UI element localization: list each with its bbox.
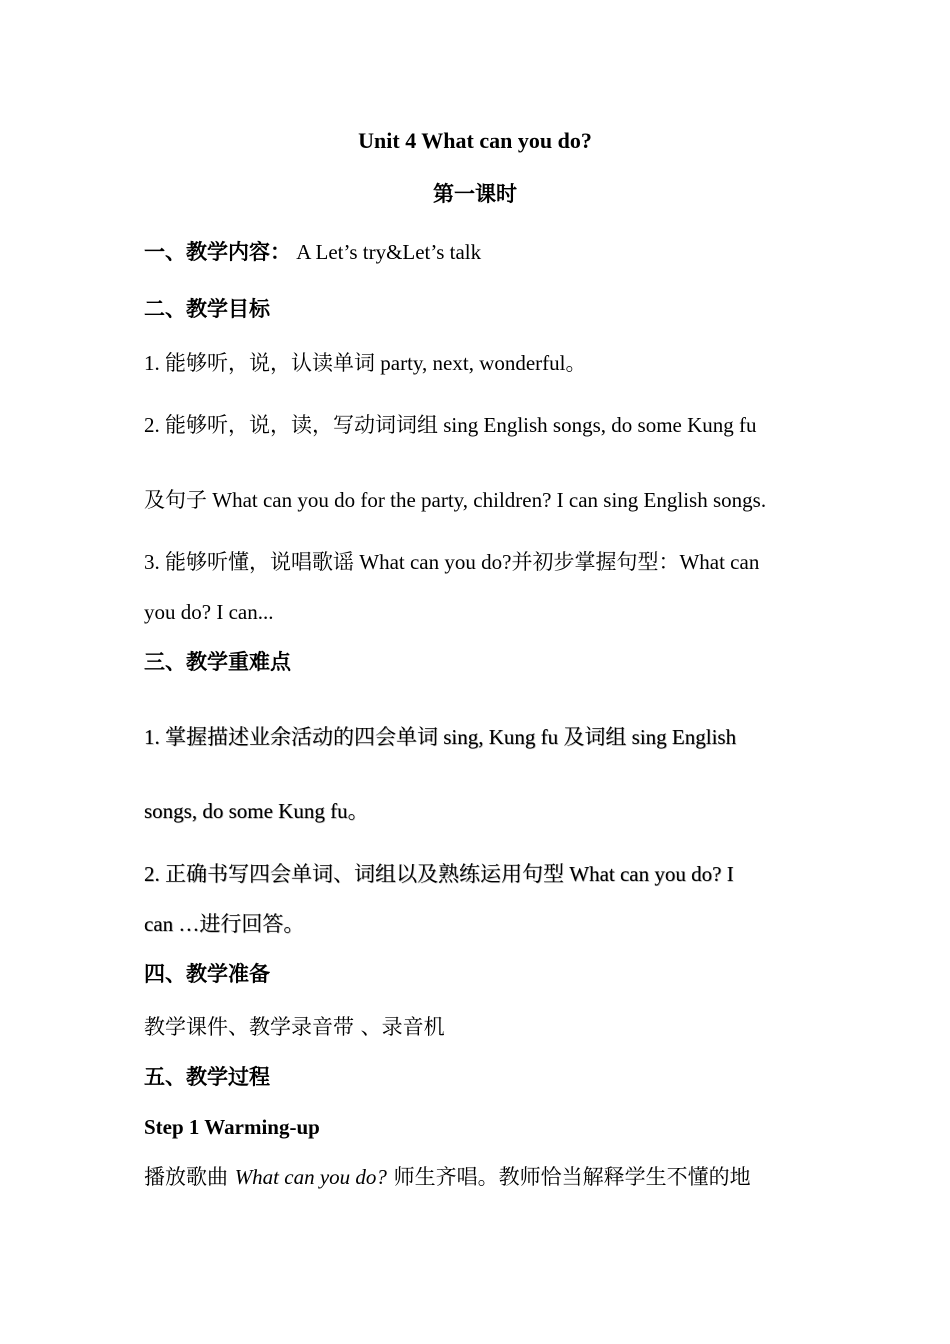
- section-1: [144, 238, 481, 266]
- lesson-subtitle: 第一课时: [433, 182, 517, 206]
- step-1-cn2: 师生齐唱。教师恰当解释学生不懂的地: [386, 1165, 751, 1189]
- step-1-cn1: 播放歌曲: [144, 1165, 235, 1189]
- goal-item-3-cont: you do? I can...: [144, 600, 274, 624]
- goal-1-end: 。: [565, 351, 587, 375]
- key-1-end: 。: [347, 799, 369, 823]
- key-1-line2: songs, do some Kung fu: [144, 799, 348, 823]
- key-2-line2-en: can …: [144, 912, 200, 936]
- key-2-cn: 正确书写四会单词、词组以及熟练运用句型: [165, 862, 564, 886]
- key-2-num: 2.: [144, 862, 165, 886]
- goal-2-en: sing English songs, do some Kung fu: [438, 413, 757, 437]
- step-1-heading: Step 1 Warming-up: [144, 1115, 320, 1139]
- goal-1-en: party, next, wonderful: [375, 351, 566, 375]
- key-1-cn: 掌握描述业余活动的四会单词: [165, 725, 438, 749]
- key-item-1-cont: [144, 797, 369, 825]
- goal-2-en2: What can you do for the party, children? I can sing English songs.: [207, 488, 767, 512]
- goal-item-2-cont: [144, 486, 766, 514]
- key-1-num: 1.: [144, 725, 165, 749]
- goal-1-num: 1.: [144, 351, 165, 375]
- goal-item-1: [144, 349, 587, 377]
- goal-1-cn: 能够听，说，认读单词: [165, 351, 375, 375]
- key-1-en: sing, Kung fu: [438, 725, 564, 749]
- section-5-label: 五、教学过程: [144, 1065, 270, 1089]
- section-3-label: 三、教学重难点: [144, 650, 291, 674]
- key-1-en2: sing English: [626, 725, 737, 749]
- goal-2-num: 2.: [144, 413, 165, 437]
- section-2-label: 二、教学目标: [144, 297, 270, 321]
- goal-2-cn: 能够听，说，读，写动词词组: [165, 413, 438, 437]
- goal-3-cn: 能够听懂，说唱歌谣: [165, 550, 354, 574]
- section-4-content: 教学课件、教学录音带 、录音机: [144, 1015, 445, 1039]
- goal-3-en2: What can: [679, 550, 760, 574]
- key-item-1: [144, 723, 736, 751]
- goal-2-cn2: 及句子: [144, 488, 207, 512]
- goal-3-num: 3.: [144, 550, 165, 574]
- key-1-cn2: 及词组: [563, 725, 627, 749]
- section-4-label: 四、教学准备: [144, 962, 270, 986]
- step-1-paragraph: [144, 1163, 751, 1191]
- key-2-en: What can you do? I: [564, 862, 734, 886]
- section-1-label: 一、教学内容：: [144, 240, 291, 264]
- goal-item-2: [144, 411, 757, 439]
- goal-3-cn2: 并初步掌握句型：: [511, 550, 680, 574]
- key-item-2: [144, 860, 734, 888]
- key-item-2-cont: [144, 910, 304, 938]
- step-1-song-title: What can you do?: [234, 1165, 387, 1189]
- section-1-content: A Let’s try&Let’s talk: [296, 240, 482, 264]
- goal-3-en: What can you do?: [354, 550, 512, 574]
- key-2-line2-cn: 进行回答。: [199, 912, 305, 936]
- goal-item-3: [144, 548, 759, 576]
- page-title: Unit 4 What can you do?: [358, 128, 592, 153]
